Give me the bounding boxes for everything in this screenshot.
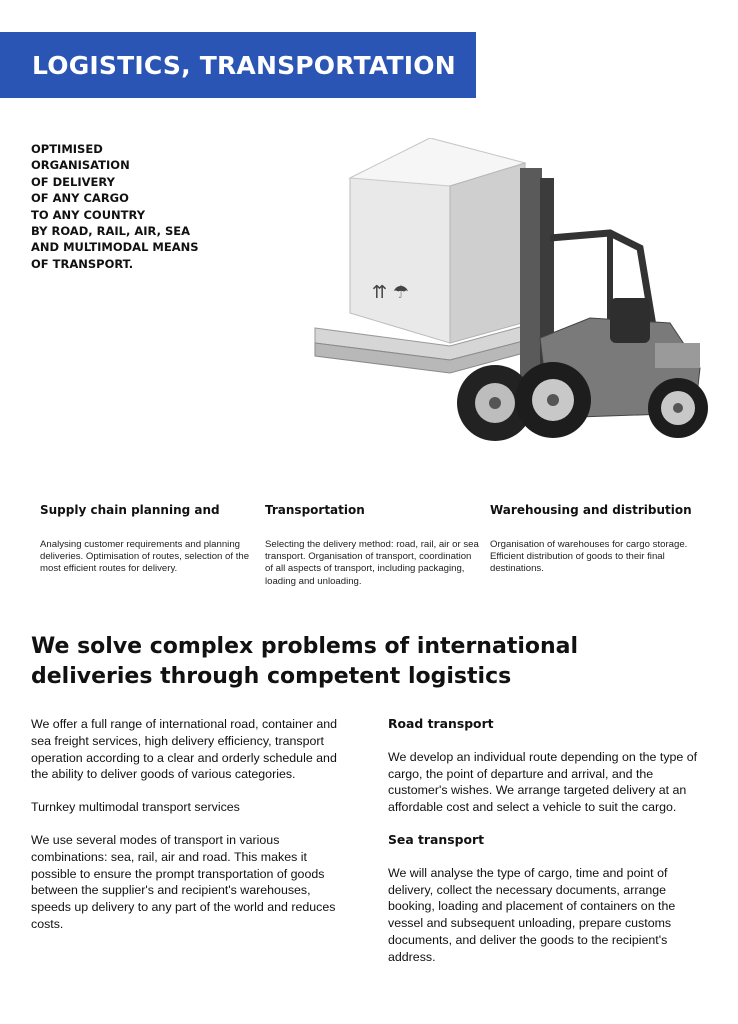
intro-line: OF TRANSPORT. (31, 256, 134, 271)
svg-text:⇈ ☂: ⇈ ☂ (372, 282, 409, 303)
cargo-box (350, 138, 525, 343)
intro-line: BY ROAD, RAIL, AIR, SEA (31, 224, 191, 239)
wheel (648, 378, 708, 438)
sea-transport-text: We will analyse the type of cargo, time and point of delivery, collect the necessary documents, arrange booking, loading and placement of containers on the vessel and subsequent unloading, prepare customs documents, and deliver the goods to the recipient's address. (388, 865, 676, 964)
road-transport-text: We develop an individual route depending on the type of cargo, the point of departure and arrival, and the customer's wishes. We arrange targeted delivery at an affordable cost and select a vehicle to suit the cargo. (388, 749, 698, 815)
paragraph: We offer a full range of international road, container and sea freight services, high delivery efficiency, transport operation according to a clear and orderly schedule and the ability to deliver goods of various categories. (31, 717, 338, 782)
service-description: Organisation of warehouses for cargo storage. Efficient distribution of goods to their final destinations. (490, 539, 688, 575)
left-column (31, 716, 349, 949)
service-title: Supply chain planning and (40, 503, 220, 517)
forklift-photo (310, 138, 710, 448)
road-transport-heading: Road transport (388, 716, 494, 731)
service-title: Warehousing and distribution (490, 503, 692, 517)
service-block-warehousing (490, 503, 705, 576)
intro-line: OF ANY CARGO (31, 191, 129, 206)
service-description: Selecting the delivery method: road, rail, air or sea transport. Organisation of transport, coordination of all aspects of transport, including packaging, loading and unloading. (265, 539, 479, 587)
service-description: Analysing customer requirements and planning deliveries. Optimisation of routes, selection of the most efficient routes for delivery. (40, 539, 250, 575)
service-title: Transportation (265, 503, 365, 517)
intro-line: TO ANY COUNTRY (31, 207, 146, 222)
intro-line: OPTIMISED (31, 142, 103, 156)
section-headline (31, 632, 631, 692)
paragraph: We use several modes of transport in various combinations: sea, rail, air and road. This makes it possible to ensure the prompt transportation of goods between the supplier's and recipient's warehouses, speeds up delivery to any part of the world and reduces costs. (31, 832, 336, 931)
right-column (388, 716, 708, 982)
sea-transport-heading: Sea transport (388, 831, 485, 847)
service-block-supply-chain (40, 503, 255, 576)
intro-line: AND MULTIMODAL MEANS (31, 240, 199, 255)
headline-line: deliveries through competent logistics (31, 664, 512, 689)
intro-line: ORGANISATION (31, 158, 130, 173)
banner-title: LOGISTICS, TRANSPORTATION (32, 50, 456, 80)
intro-tagline (31, 141, 251, 272)
headline-line: We solve complex problems of international (31, 634, 579, 659)
service-block-transportation (265, 503, 480, 588)
wheel (515, 362, 591, 438)
paragraph: Turnkey multimodal transport services (31, 800, 240, 815)
page-banner (0, 32, 476, 98)
intro-line: OF DELIVERY (31, 174, 115, 189)
